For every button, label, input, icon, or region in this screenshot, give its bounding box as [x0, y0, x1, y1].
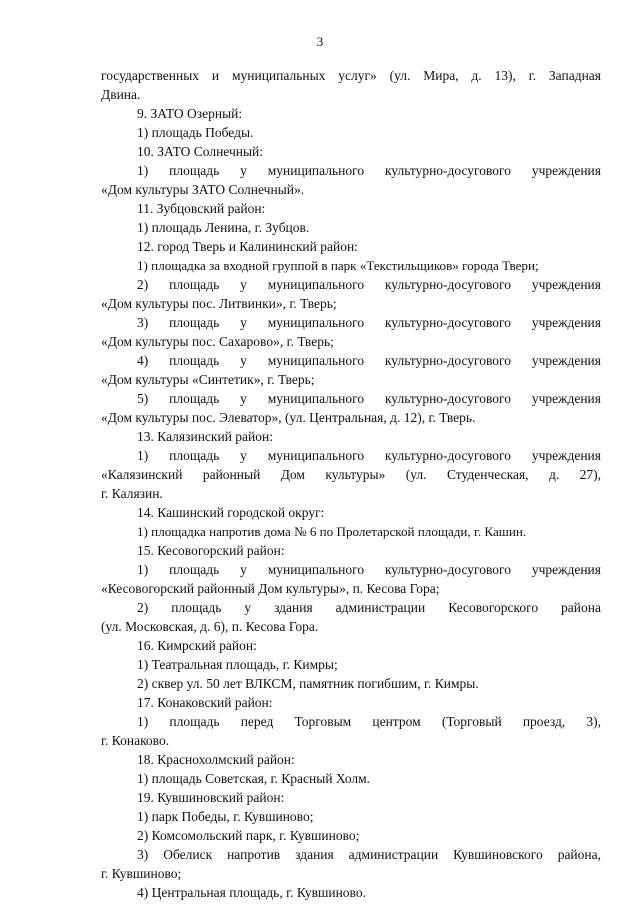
text-line: «Дом культуры пос. Литвинки», г. Тверь;: [101, 296, 337, 311]
list-item: 1) площадь у муниципального культурно-досугового учреждения: [137, 562, 601, 577]
text-line: г. Кувшиново;: [101, 866, 182, 881]
text-line: «Кесовогорский районный Дом культуры», п. Кесова Гора;: [101, 581, 440, 596]
list-item: 1) площадка напротив дома № 6 по Пролетарской площади, г. Кашин.: [137, 524, 527, 539]
text-line: «Дом культуры пос. Элеватор», (ул. Центральная, д. 12), г. Тверь.: [101, 410, 476, 425]
list-item: 2) площадь у муниципального культурно-досугового учреждения: [137, 277, 601, 292]
list-item: 5) площадь у муниципального культурно-досугового учреждения: [137, 391, 601, 406]
text-line: Двина.: [101, 87, 141, 102]
list-item: 1) площадь у муниципального культурно-досугового учреждения: [137, 163, 601, 178]
list-item: 1) парк Победы, г. Кувшиново;: [137, 809, 314, 824]
list-item: 3) площадь у муниципального культурно-досугового учреждения: [137, 315, 601, 330]
list-item: 1) площадь Советская, г. Красный Холм.: [137, 771, 371, 786]
text-line: «Дом культуры «Синтетик», г. Тверь;: [101, 372, 315, 387]
list-item: 2) сквер ул. 50 лет ВЛКСМ, памятник погибшим, г. Кимры.: [137, 676, 479, 691]
section-heading: 11. Зубцовский район:: [137, 201, 266, 216]
text-line: г. Конаково.: [101, 733, 170, 748]
section-heading: 14. Кашинский городской округ:: [137, 505, 325, 520]
list-item: 1) площадь Ленина, г. Зубцов.: [137, 220, 310, 235]
text-line: г. Калязин.: [101, 486, 163, 501]
section-heading: 19. Кувшиновский район:: [137, 790, 285, 805]
list-item: 4) площадь у муниципального культурно-досугового учреждения: [137, 353, 601, 368]
list-item: 4) Центральная площадь, г. Кувшиново.: [137, 885, 366, 900]
section-heading: 16. Кимрский район:: [137, 638, 257, 653]
list-item: 2) площадь у здания администрации Кесовогорского района: [137, 600, 601, 615]
text-line: «Калязинский районный Дом культуры» (ул. Студенческая, д. 27),: [101, 467, 601, 482]
text-line: «Дом культуры ЗАТО Солнечный».: [101, 182, 305, 197]
list-item: 1) площадка за входной группой в парк «Текстильщиков» города Твери;: [137, 258, 539, 273]
list-item: 2) Комсомольский парк, г. Кувшиново;: [137, 828, 360, 843]
section-heading: 9. ЗАТО Озерный:: [137, 106, 243, 121]
section-heading: 12. город Тверь и Калининский район:: [137, 239, 358, 254]
section-heading: 13. Калязинский район:: [137, 429, 273, 444]
list-item: 1) площадь у муниципального культурно-досугового учреждения: [137, 448, 601, 463]
section-heading: 15. Кесовогорский район:: [137, 543, 285, 558]
section-heading: 17. Конаковский район:: [137, 695, 273, 710]
list-item: 1) Театральная площадь, г. Кимры;: [137, 657, 338, 672]
text-line: (ул. Московская, д. 6), п. Кесова Гора.: [101, 619, 319, 634]
document-body: [101, 66, 601, 902]
section-heading: 10. ЗАТО Солнечный:: [137, 144, 264, 159]
section-heading: 18. Краснохолмский район:: [137, 752, 295, 767]
list-item: 1) площадь перед Торговым центром (Торговый проезд, 3),: [137, 714, 601, 729]
list-item: 3) Обелиск напротив здания администрации Кувшиновского района,: [137, 847, 601, 862]
text-line: «Дом культуры пос. Сахарово», г. Тверь;: [101, 334, 334, 349]
list-item: 1) площадь Победы.: [137, 125, 254, 140]
text-line: государственных и муниципальных услуг» (ул. Мира, д. 13), г. Западная: [101, 68, 601, 83]
page-number: 3: [316, 34, 324, 49]
